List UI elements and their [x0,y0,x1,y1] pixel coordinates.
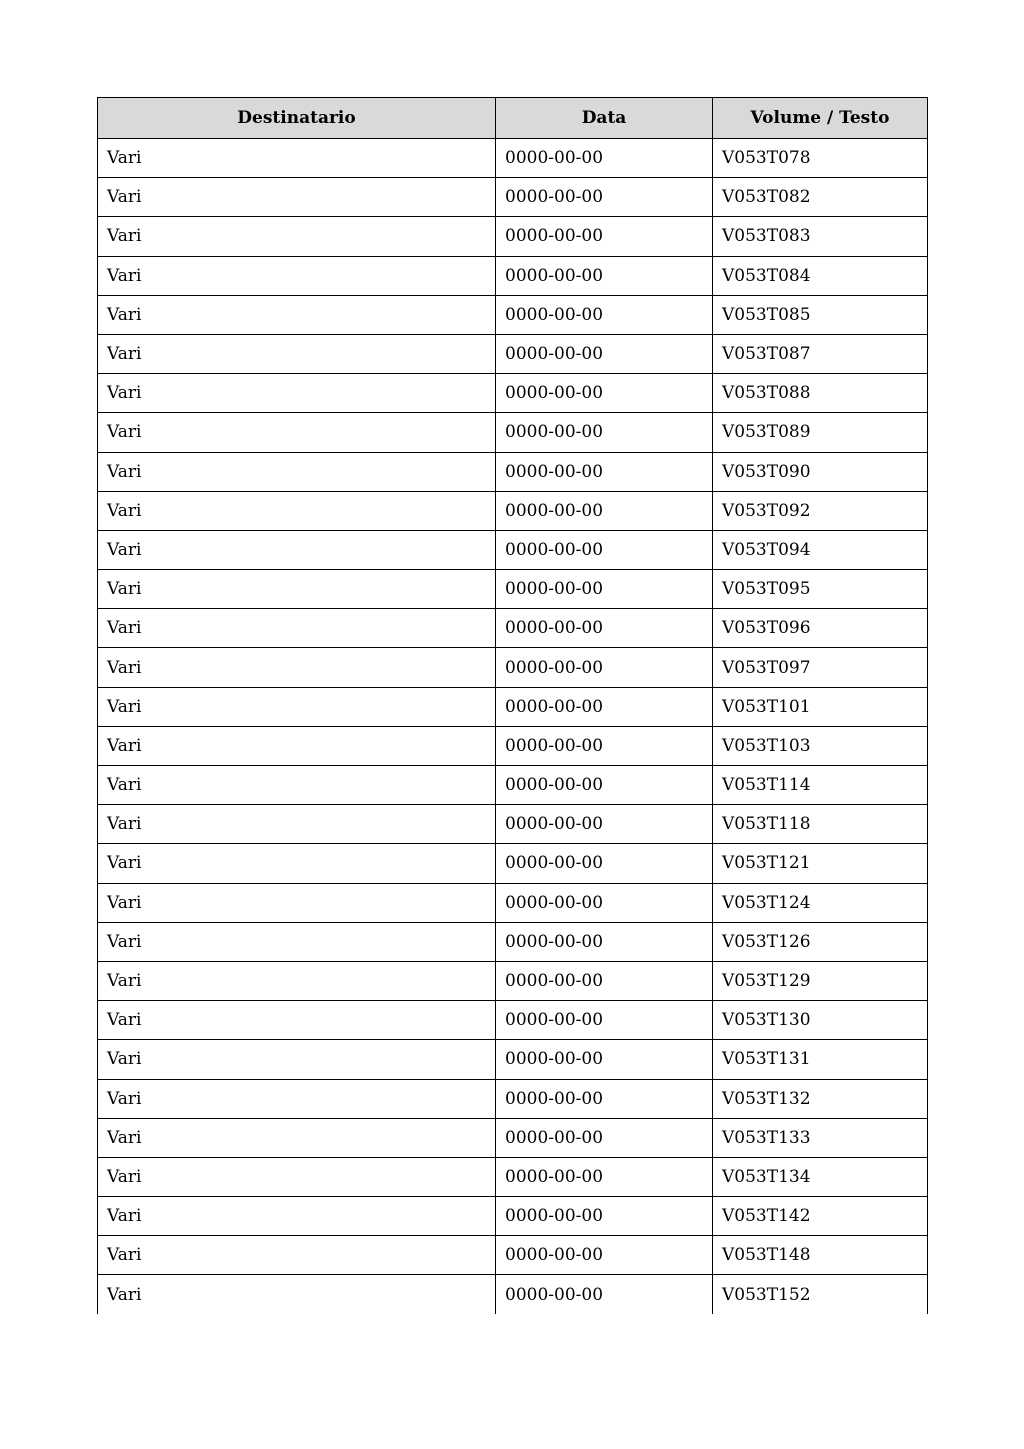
cell-data: 0000-00-00 [496,648,713,687]
cell-volume-testo: V053T084 [713,256,928,295]
cell-data: 0000-00-00 [496,530,713,569]
table-row [98,413,928,452]
cell-destinatario: Vari [98,217,496,256]
table-row [98,648,928,687]
cell-data: 0000-00-00 [496,1236,713,1275]
cell-volume-testo: V053T078 [713,139,928,178]
table-row [98,1118,928,1157]
cell-destinatario: Vari [98,1275,496,1314]
table-row [98,178,928,217]
cell-volume-testo: V053T090 [713,452,928,491]
cell-volume-testo: V053T124 [713,883,928,922]
cell-data: 0000-00-00 [496,295,713,334]
table-row [98,1197,928,1236]
table-row [98,805,928,844]
cell-data: 0000-00-00 [496,609,713,648]
cell-data: 0000-00-00 [496,922,713,961]
table-row [98,1079,928,1118]
cell-volume-testo: V053T132 [713,1079,928,1118]
cell-data: 0000-00-00 [496,687,713,726]
table-row [98,570,928,609]
table-row [98,530,928,569]
cell-destinatario: Vari [98,844,496,883]
table-row [98,961,928,1000]
cell-volume-testo: V053T085 [713,295,928,334]
table-row [98,491,928,530]
table-row [98,1236,928,1275]
cell-destinatario: Vari [98,413,496,452]
cell-destinatario: Vari [98,295,496,334]
cell-destinatario: Vari [98,883,496,922]
cell-data: 0000-00-00 [496,883,713,922]
cell-data: 0000-00-00 [496,570,713,609]
cell-destinatario: Vari [98,256,496,295]
table-row [98,726,928,765]
cell-destinatario: Vari [98,1001,496,1040]
cell-data: 0000-00-00 [496,256,713,295]
table-row [98,334,928,373]
cell-destinatario: Vari [98,1079,496,1118]
cell-data: 0000-00-00 [496,1001,713,1040]
table-row [98,883,928,922]
cell-data: 0000-00-00 [496,1275,713,1314]
cell-destinatario: Vari [98,1236,496,1275]
cell-destinatario: Vari [98,530,496,569]
table-header [98,98,928,139]
cell-destinatario: Vari [98,609,496,648]
records-table [97,97,928,1314]
header-row [98,98,928,139]
cell-destinatario: Vari [98,491,496,530]
table-row [98,256,928,295]
cell-volume-testo: V053T126 [713,922,928,961]
cell-destinatario: Vari [98,139,496,178]
cell-volume-testo: V053T097 [713,648,928,687]
document-page [97,97,927,1314]
cell-data: 0000-00-00 [496,1157,713,1196]
cell-destinatario: Vari [98,726,496,765]
cell-data: 0000-00-00 [496,726,713,765]
table-row [98,1157,928,1196]
cell-destinatario: Vari [98,687,496,726]
header-data: Data [496,98,713,139]
cell-destinatario: Vari [98,766,496,805]
cell-data: 0000-00-00 [496,217,713,256]
table-row [98,844,928,883]
cell-destinatario: Vari [98,648,496,687]
table-row [98,687,928,726]
cell-volume-testo: V053T082 [713,178,928,217]
table-row [98,922,928,961]
cell-data: 0000-00-00 [496,766,713,805]
table-body [98,139,928,1314]
cell-volume-testo: V053T130 [713,1001,928,1040]
cell-volume-testo: V053T094 [713,530,928,569]
cell-data: 0000-00-00 [496,1197,713,1236]
cell-volume-testo: V053T103 [713,726,928,765]
cell-destinatario: Vari [98,1040,496,1079]
header-destinatario: Destinatario [98,98,496,139]
cell-data: 0000-00-00 [496,413,713,452]
cell-destinatario: Vari [98,961,496,1000]
cell-destinatario: Vari [98,178,496,217]
cell-volume-testo: V053T114 [713,766,928,805]
table-row [98,609,928,648]
cell-volume-testo: V053T129 [713,961,928,1000]
cell-volume-testo: V053T088 [713,374,928,413]
table-row [98,452,928,491]
cell-data: 0000-00-00 [496,139,713,178]
cell-data: 0000-00-00 [496,1118,713,1157]
cell-volume-testo: V053T131 [713,1040,928,1079]
cell-data: 0000-00-00 [496,1040,713,1079]
cell-volume-testo: V053T089 [713,413,928,452]
cell-volume-testo: V053T083 [713,217,928,256]
header-volume-testo: Volume / Testo [713,98,928,139]
cell-destinatario: Vari [98,1157,496,1196]
cell-volume-testo: V053T121 [713,844,928,883]
cell-data: 0000-00-00 [496,491,713,530]
table-row [98,766,928,805]
table-row [98,217,928,256]
cell-volume-testo: V053T133 [713,1118,928,1157]
cell-volume-testo: V053T152 [713,1275,928,1314]
cell-volume-testo: V053T142 [713,1197,928,1236]
table-row [98,1001,928,1040]
cell-destinatario: Vari [98,805,496,844]
cell-volume-testo: V053T118 [713,805,928,844]
cell-data: 0000-00-00 [496,961,713,1000]
table-row [98,295,928,334]
cell-destinatario: Vari [98,1197,496,1236]
cell-volume-testo: V053T096 [713,609,928,648]
cell-data: 0000-00-00 [496,844,713,883]
cell-destinatario: Vari [98,452,496,491]
table-row [98,139,928,178]
cell-data: 0000-00-00 [496,178,713,217]
cell-volume-testo: V053T101 [713,687,928,726]
cell-volume-testo: V053T095 [713,570,928,609]
cell-destinatario: Vari [98,1118,496,1157]
cell-data: 0000-00-00 [496,1079,713,1118]
table-row [98,1275,928,1314]
cell-data: 0000-00-00 [496,452,713,491]
cell-destinatario: Vari [98,334,496,373]
cell-data: 0000-00-00 [496,374,713,413]
cell-volume-testo: V053T134 [713,1157,928,1196]
cell-volume-testo: V053T087 [713,334,928,373]
table-row [98,374,928,413]
cell-volume-testo: V053T148 [713,1236,928,1275]
cell-data: 0000-00-00 [496,334,713,373]
table-row [98,1040,928,1079]
cell-data: 0000-00-00 [496,805,713,844]
cell-volume-testo: V053T092 [713,491,928,530]
cell-destinatario: Vari [98,570,496,609]
cell-destinatario: Vari [98,374,496,413]
cell-destinatario: Vari [98,922,496,961]
